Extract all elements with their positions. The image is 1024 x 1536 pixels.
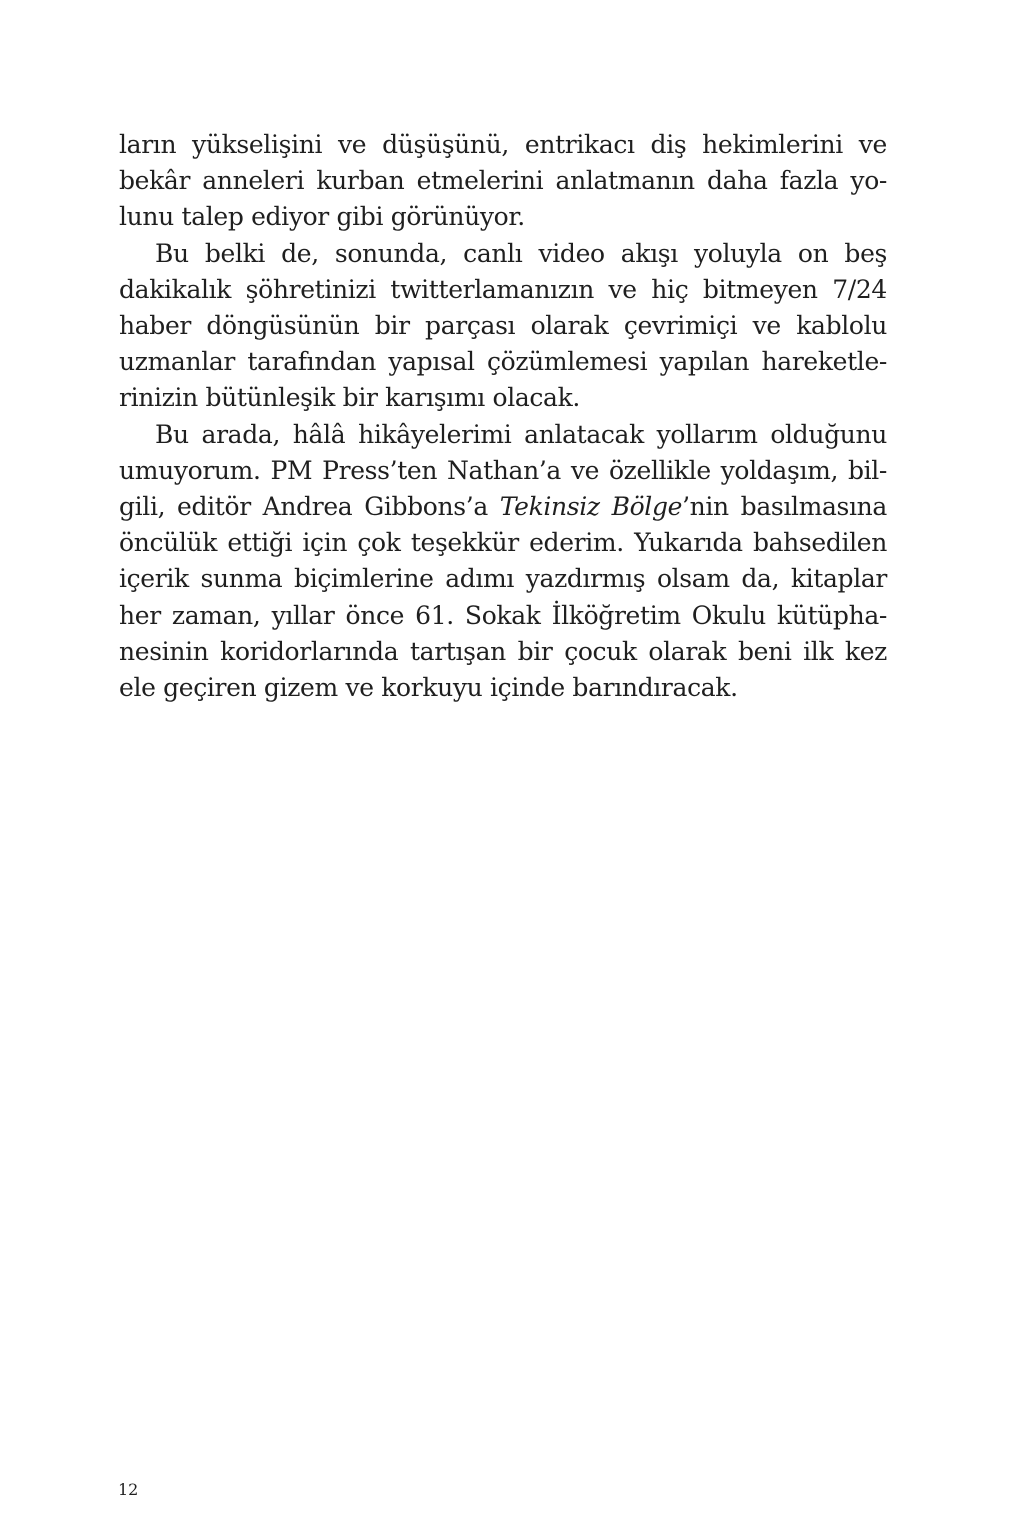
text-line: lunu talep ediyor gibi görünüyor.: [119, 202, 525, 232]
text-line: Bu arada, hâlâ hikâyelerimi anlatacak yollarım olduğunu: [155, 419, 887, 449]
text-line: uzmanlar tarafından yapısal çözümlemesi yapılan hareketle-: [119, 347, 887, 377]
text-line: umuyorum. PM Press’ten Nathan’a ve özellikle yoldaşım, bil-: [119, 455, 887, 485]
book-title: Tekinsiz Bölge: [499, 492, 683, 522]
text-line: haber döngüsünün bir parçası olarak çevrimiçi ve kablolu: [119, 311, 887, 341]
text-fragment: ’nin basılmasına: [682, 492, 887, 522]
text-line: bekâr anneleri kurban etmelerini anlatmanın daha fazla yo-: [119, 166, 887, 196]
text-line: rinizin bütünleşik bir karışımı olacak.: [119, 383, 580, 413]
text-line: nesinin koridorlarında tartışan bir çocuk olarak beni ilk kez: [119, 636, 887, 666]
text-line: ele geçiren gizem ve korkuyu içinde barındıracak.: [119, 673, 738, 703]
text-line: dakikalık şöhretinizi twitterlamanızın ve hiç bitmeyen 7/24: [119, 274, 887, 304]
text-line: her zaman, yıllar önce 61. Sokak İlköğretim Okulu kütüpha-: [119, 600, 887, 630]
text-line: içerik sunma biçimlerine adımı yazdırmış olsam da, kitaplar: [119, 564, 887, 594]
text-line-with-book-title: [119, 489, 887, 525]
text-line: Bu belki de, sonunda, canlı video akışı yoluyla on beş: [155, 238, 887, 268]
body-text: [119, 127, 887, 706]
text-fragment: gili, editör Andrea Gibbons’a: [119, 492, 500, 522]
text-line: ların yükselişini ve düşüşünü, entrikacı diş hekimlerini ve: [119, 130, 887, 159]
text-line: öncülük ettiği için çok teşekkür ederim. Yukarıda bahsedilen: [119, 528, 887, 558]
page-number: 12: [118, 1480, 139, 1499]
